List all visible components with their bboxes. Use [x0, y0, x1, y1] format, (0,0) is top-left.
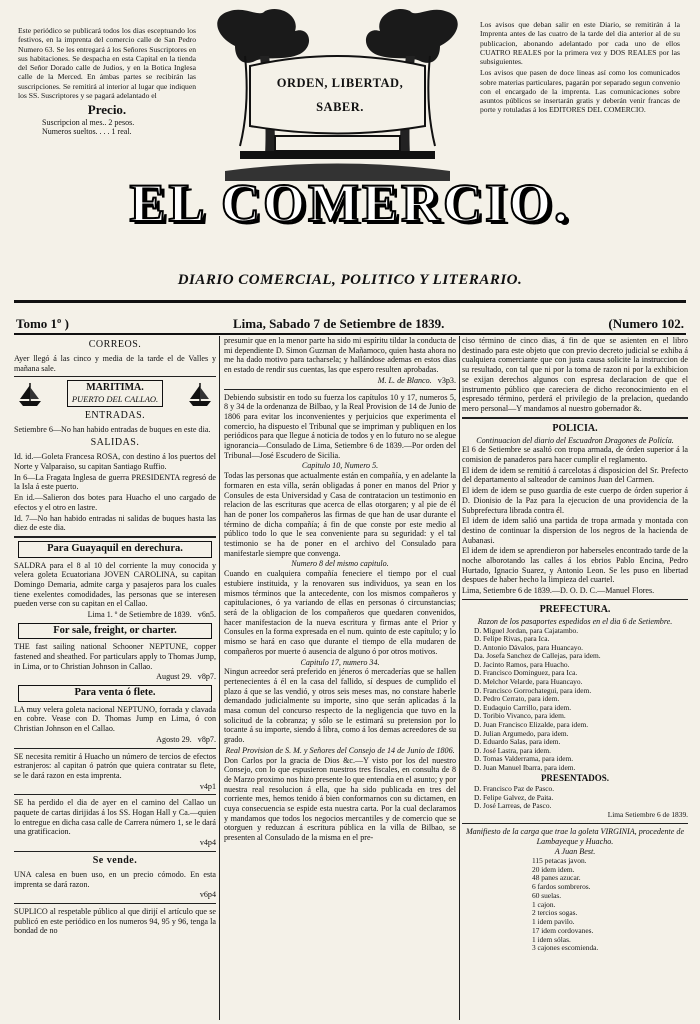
pasaporte-item: D. Tomas Valderrama, para idem. — [474, 754, 574, 764]
price-title: Precio. — [87, 102, 127, 117]
policia-entry: El idem de idem se puso guardia de este cuerpo de órden superior á D. Dionisio de la Paz para la ejecucion de una providencia de la Subprefectura librada contra él. — [462, 486, 688, 515]
article-paragraph: ciso término de cinco dias, á fin de que se asienten en el libro destinado para este objeto que con previo decreto judicial se exhiba á cualquiera comerciante que con justa causa solicite la instruccion de su resultado, con tal que ni por la toma de razon ni por la exhibicion se exijan derechos algunos con espresa declaracion de que el instrumento público que careciera de dicho reconocimiento en el espresado término, perderá el privilegio de la prelacion, quedando mero personal—Y mandamos al nuestro gobernador &. — [462, 336, 688, 413]
cargo-item: 1 cajon. — [532, 899, 556, 909]
cargo-list — [532, 857, 688, 953]
divider — [462, 599, 688, 600]
signature-code: v3p3. — [437, 375, 456, 385]
policia-signature: Lima, Setiembre 6 de 1839.—D. O. D. C.—Manuel Flores. — [462, 586, 655, 596]
pasaporte-item: D. Antonio Dávalos, para Huancayo. — [474, 642, 583, 652]
venta-ad: LA muy velera goleta nacional NEPTUNO, forrada y clavada en cobre. Vease con D. Thomas Jump en Lima, ó con Christian Johnson en el Callao. — [14, 704, 216, 734]
policia-entry: El 6 de Setiembre se asaltó con tropa armada, de órden superior á la comision de panaderos para hacer cumplir el reglamento. — [462, 445, 688, 465]
advertising-text-2: Los avisos que pasen de doce lineas así como los comunicados sobre materias particulares, pagarán por separado segun convenio con el encargado de la imprenta. Las comunicaciones sobre asuntos públicos se insertarán gratis y deberán venir francas de porte y rotuladas á los EDITORES DEL COMERCIO. — [480, 68, 680, 115]
pasaporte-item: D. José Lastra, para idem. — [474, 745, 551, 755]
freight-signature — [14, 672, 216, 682]
cargo-item: 17 idem cordovanes. — [532, 925, 594, 935]
pasaporte-item: D. Juan Francisco Elizalde, para idem. — [474, 719, 589, 729]
maritima-box — [67, 380, 163, 406]
huacho-code: v4p1 — [199, 781, 216, 791]
venta-code: v8p7. — [197, 734, 216, 744]
puerto-heading: PUERTO DEL CALLAO. — [71, 394, 159, 405]
motto-line-1: ORDEN, LIBERTAD, — [276, 76, 404, 90]
price-month: Suscripcion al mes.. 2 pesos. — [42, 117, 135, 127]
advertising-notice — [480, 20, 680, 117]
vende-heading: Se vende. — [92, 854, 138, 866]
ship-icon — [186, 381, 214, 407]
advertising-text-1: Los avisos que deban salir en este Diario, se remitirán á la Imprenta antes de las cuatro de la tarde del dia anterior al de su publicacion, abonando adelantado por cada uno de ellos CUATRO REALES por la primera vez y DOS REALES por las subsiguientes. — [480, 20, 680, 66]
presentado-item: D. Francisco Paz de Pasco. — [474, 784, 555, 794]
correos-heading: CORREOS. — [88, 339, 142, 350]
cargo-item: 20 idem idem. — [532, 864, 575, 874]
policia-entry: El idem de idem se aprendieron por haberseles encontrado tarde de la noche alborotando las calles á los ebrios Pablo Encina, Pedro Hurtado, Ignacio Suarez, y Antonio Leon. Se les puso en libertad despues de haber hecho la limpieza del cuartel. — [462, 546, 688, 585]
pasaporte-item: D. Eudaquio Carrillo, para idem. — [474, 702, 572, 712]
guayaquil-heading: Para Guayaquil en derechura. — [18, 541, 212, 558]
freight-heading: For sale, freight, or charter. — [18, 623, 212, 640]
price-single: Numeros sueltos. . . . 1 real. — [42, 127, 132, 137]
guayaquil-date: Lima 1. º de Setiembre de 1839. — [87, 610, 192, 620]
vende-ad: UNA calesa en buen uso, en un precio cómodo. En esta imprenta se dará razon. — [14, 869, 216, 889]
pasaporte-item: D. Melchor Velarde, para Huancayo. — [474, 677, 583, 687]
prefectura-date: Lima Setiembre 6 de 1839. — [607, 809, 688, 819]
vende-code: v6p4 — [199, 890, 216, 900]
policia-subheading: Continuacion del diario del Escuadron Dragones de Policía. — [476, 435, 674, 445]
salidas-item: In 6—La Fragata Inglesa de guerra PRESIDENTA regresó de la Isla á este puerto. — [14, 472, 216, 492]
cargo-item: 1 idem sólas. — [532, 934, 571, 944]
motto — [250, 72, 430, 120]
divider — [462, 417, 688, 419]
perdido-ad: SE ha perdido el dia de ayer en el camino del Callao un paquete de cartas dirijidas á los SS. Hogan Hall y Ca.—quien lo entregue en dicha casa calle de Carrera número 1, se le dará una gratificacion. — [14, 798, 217, 837]
article-paragraph: Todas las personas que actualmente están en compañía, y en adelante la formaren en esta villa, serán obligadas á poner en manos del Prior y Consules de esta Universidad y Casa de contratacion un testimonio en relacion de las escrituras que acerca de ellas otorgaren; y al pie de él han de poner los compañeros las firmas de que han de usar durante el término de dicha compañía; á fin de que conste por este medio al público todo lo que le sea conveniente para su seguridad: y el tal testimonio se ha de poner en el archivo del Consulado para manifestarle siempre que convenga. — [224, 471, 456, 558]
venta-signature — [14, 735, 216, 745]
pasaporte-item: D. Francisco Gorrochategui, para idem. — [474, 685, 592, 695]
newspaper-title: EL COMERCIO. — [129, 173, 571, 233]
section-heading: Capitulo 17, numero 34. — [300, 657, 380, 667]
prefectura-heading: PREFECTURA. — [539, 603, 611, 615]
pasaporte-item: D. Eduardo Salas, para idem. — [474, 737, 561, 747]
maritima-banner — [16, 380, 214, 406]
ship-icon — [16, 381, 44, 407]
entradas-heading: ENTRADAS. — [84, 409, 146, 421]
huacho-ad: SE necesita remitir á Huacho un número de tercios de efectos estranjeros: al capitan ó patrón que quiera contratar su flete, se le dará razon en esta imprenta. — [14, 751, 216, 780]
newspaper-subtitle: DIARIO COMERCIAL, POLITICO Y LITERARIO. — [177, 272, 523, 288]
divider — [14, 794, 216, 795]
presentado-item: D. Felipe Galvez, de Paita. — [474, 792, 554, 802]
masthead-rule — [14, 300, 686, 303]
perdido-code: v4p4 — [199, 838, 216, 848]
article-paragraph: Don Carlos por la gracia de Dios &c.—Y visto por los del nuestro Consejo, con lo que espusieron nuestros tres fiscales, en consulta de 8 de Marzo proximo nos hizo presente lo que entendía en el asunto; y por nuestra real resolucion á ella, que ha sido publicada en tres del corriente mes, hemos tenido á bien conformarnos con su dictamen, en cuya consecuencia se espide esta nuestra carta. Por la cual declaramos y mandamos que todos los negocios mercantiles y de comercio que se otorguen y reduzcan á escritura pública en la villa de Bilbao, se presenten al Consulado de la misma en el pre- — [224, 755, 456, 843]
column-1 — [14, 336, 216, 937]
issue-date: Lima, Sabado 7 de Setiembre de 1839. — [232, 316, 445, 331]
cargo-item: 6 fardos sombreros. — [532, 882, 591, 892]
subscription-text: Este periódico se publicará todos los dias esceptuando los festivos, en la imprenta del comercio calle de San Pedro Numero 63. Se les entregará á los Señores Suscriptores en sus habitaciones. Se despacha en esta Capital en la tienda del Señor Dorado calle de Judios, y en la Botica Inglesa calle de la Merced. En ámbas partes se recibirán las suscripciones. Se remitirá al interior al lugar que indiquen los SS. Suscriptores y se pagará adelantado el — [18, 26, 196, 100]
article-paragraph: Debiendo subsistir en todo su fuerza los capítulos 10 y 17, numeros 5, 8 y 34 de la ordenanza de Bilbao, y la Real Provision de 14 de Junio de 1806 para evitar los inconvenientes y perjuicios que experimenta el comercio, ha dispuesto el Tribunal que se impriman y publiquen en los periódicos para que llegue á noticia de todos y en lo futuro no se alegue ignorancia—Consulado de Lima, Setiembre 6 de 1839.—Por orden del Tribunal—José Escudero de Sicilia. — [224, 392, 456, 460]
cargo-item: 115 petacas javon. — [532, 855, 587, 865]
correos-text: Ayer llegó á las cinco y media de la tarde el de Valles y mañana sale. — [14, 354, 216, 373]
volume-label: Tomo 1º ) — [16, 316, 69, 331]
article-signature — [224, 376, 456, 386]
guayaquil-signature — [14, 610, 216, 620]
column-divider — [459, 336, 460, 1020]
guayaquil-ad: SALDRA para el 8 al 10 del corriente la muy conocida y velera goleta Ecuatoriana JOVEN CAROLINA, su capitan Domingo Demaria, admite carga y pasajeros para los cuales tiene exelentes comodidades, las personas que se interesen pueden verse con su capitan en el Callao. — [14, 560, 216, 609]
salidas-item: Id. 7—No han habido entradas ni salidas de buques hasta las diez de este dia. — [14, 513, 216, 533]
pasaporte-item: D. Toribio Vivanco, para idem. — [474, 711, 566, 721]
suplico-ad: SUPLICO al respetable público al que dirijí el artículo que se publicó en este periódico en los numeros 94, 95 y 96, tenga la bondad de no — [14, 906, 216, 936]
presentados-heading: PRESENTADOS. — [540, 773, 610, 784]
freight-date: August 29. — [156, 672, 192, 682]
pasaporte-item: D. Julian Argumedo, para idem. — [474, 728, 569, 738]
section-heading: Numero 8 del mismo capitulo. — [291, 559, 389, 569]
divider — [14, 748, 216, 749]
cargo-item: 3 cajones escomienda. — [532, 943, 599, 953]
maritima-heading: MARITIMA. — [86, 382, 144, 394]
pasaporte-item: D. Francisco Dominguez, para Ica. — [474, 668, 578, 678]
pasaporte-item: Da. Josefa Sanchez de Callejas, para idem. — [474, 651, 601, 661]
pasaportes-list — [474, 627, 688, 773]
divider — [462, 823, 688, 824]
cargo-item: 60 suelas. — [532, 890, 562, 900]
venta-heading: Para venta ó flete. — [18, 685, 212, 702]
presentado-item: D. José Larreas, de Pasco. — [474, 801, 552, 811]
prefectura-subheading: Razon de los pasaportes espedidos en el dia 6 de Setiembre. — [477, 616, 673, 626]
column-divider — [219, 336, 220, 1020]
policia-heading: POLICIA. — [552, 422, 598, 434]
venta-date: Agosto 29. — [156, 734, 192, 744]
section-heading: Capitulo 10, Numero 5. — [301, 461, 379, 471]
freight-code: v8p7. — [197, 672, 216, 682]
policia-entry: El idem de idem se remitió á carcelotas á disposicion del Sr. Prefecto del departamento al salteador de caminos Juan del Carmen. — [462, 465, 688, 485]
divider — [14, 851, 216, 852]
salidas-item: En id.—Salieron dos botes para Huacho el uno cargado de efectos y el otro en lastre. — [14, 493, 216, 512]
presentados-list — [474, 785, 688, 811]
divider — [14, 903, 216, 904]
salidas-item: Id. id.—Goleta Francesa ROSA, con destino á los puertos del Norte y Valparaiso, su capitan Santiago Ruffio. — [14, 452, 216, 471]
cargo-item: 48 panes azucar. — [532, 873, 581, 883]
guayaquil-code: v6n5. — [197, 610, 216, 620]
pasaporte-item: D. Pedro Cerrato, para idem. — [474, 694, 560, 704]
policia-entry: El idem de idem salió una partida de tropa armada y montada con destino de continuar la dispersion de los negros de la hacienda de Aubanasi. — [462, 516, 688, 545]
divider — [14, 376, 216, 377]
motto-line-2: SABER. — [316, 99, 364, 114]
column-3 — [462, 336, 688, 953]
divider — [14, 536, 216, 538]
entradas-text: Setiembre 6—No han habido entradas de buques en este dia. — [14, 424, 211, 434]
section-heading: Real Provision de S. M. y Señores del Consejo de 14 de Junio de 1806. — [225, 745, 455, 755]
pasaporte-item: D. Miguel Jordan, para Cajatambo. — [474, 625, 579, 635]
pasaporte-item: D. Jacinto Ramos, para Huacho. — [474, 659, 570, 669]
article-paragraph: Cuando en cualquiera compañía feneciere el tiempo por el cual estubiere instituida, y la renovaren sus individuos, ya sean en los mismos términos que la antecedente, con los mismos compañeros y capitulaciones, ó ya variando de ellas en personas ó circunstancias; será de la obligacion de los compañeros que quedaren convenidos, hacer manifestacion de la nueva escritura y firmas ante el Prior y Consules en la forma expresada en el num. quinto de este capítulo; y lo mismo se hará en caso que durante el tiempo de ella mudaren de compañeros por muerte ó ausencia de alguno ó por otros motivos. — [224, 569, 456, 656]
consignee: A Juan Best. — [554, 847, 596, 857]
column-2 — [224, 336, 456, 844]
dateline-rule — [14, 333, 686, 335]
article-paragraph: presumir que en la menor parte ha sido mi espíritu tildar la conducta de mi dependiente D. Simon Guzman de Mañamoco, quien hasta ahora no me ha dado motivo para tacharsela; y hallándose ademas en estos dias en estado de rendir sus cuentas, las que espero resulten aprobadas. — [224, 336, 456, 375]
salidas-heading: SALIDAS. — [90, 437, 140, 449]
pasaporte-item: D. Juan Manuel Ibarra, para idem. — [474, 762, 576, 772]
issue-number: (Numero 102. — [608, 316, 684, 331]
manifiesto-heading: Manifiesto de la carga que trae la goleta VIRGINIA, procedente de Lambayeque y Huacho. — [465, 826, 685, 846]
pasaporte-item: D. Felipe Rivas, para Ica. — [474, 634, 550, 644]
article-paragraph: Ningun acreedor será preferido en jéneros ó mercaderías que se hallen pertenecientes á él en la casa del fallido, sí despues de cumplido el plazo á que se las vendió, y otros seis meses mas, no constare haberle demandado judicialmente su importe, sino que serán aplicadas á la masa comun del concurso respecto de la negligencia que tuvo en la solicitud de la cobranza; y sólo se le estimará su pretension por lo tocante á su importe, siendo á libra, como á los demas acreedores de su grado. — [224, 667, 456, 745]
cargo-item: 1 idem pavilo. — [532, 917, 575, 927]
subscription-notice — [18, 26, 196, 137]
cargo-item: 2 tercios sogas. — [532, 908, 578, 918]
dateline — [16, 316, 684, 332]
freight-ad: THE fast sailing national Schooner NEPTUNE, copper fastened and sheathed. For particulars apply to Thomas Jump, in Lima, or to Christian Johnson in Callao. — [14, 642, 216, 671]
divider — [224, 389, 456, 390]
signature-name: M. L. de Blanco. — [377, 375, 432, 385]
